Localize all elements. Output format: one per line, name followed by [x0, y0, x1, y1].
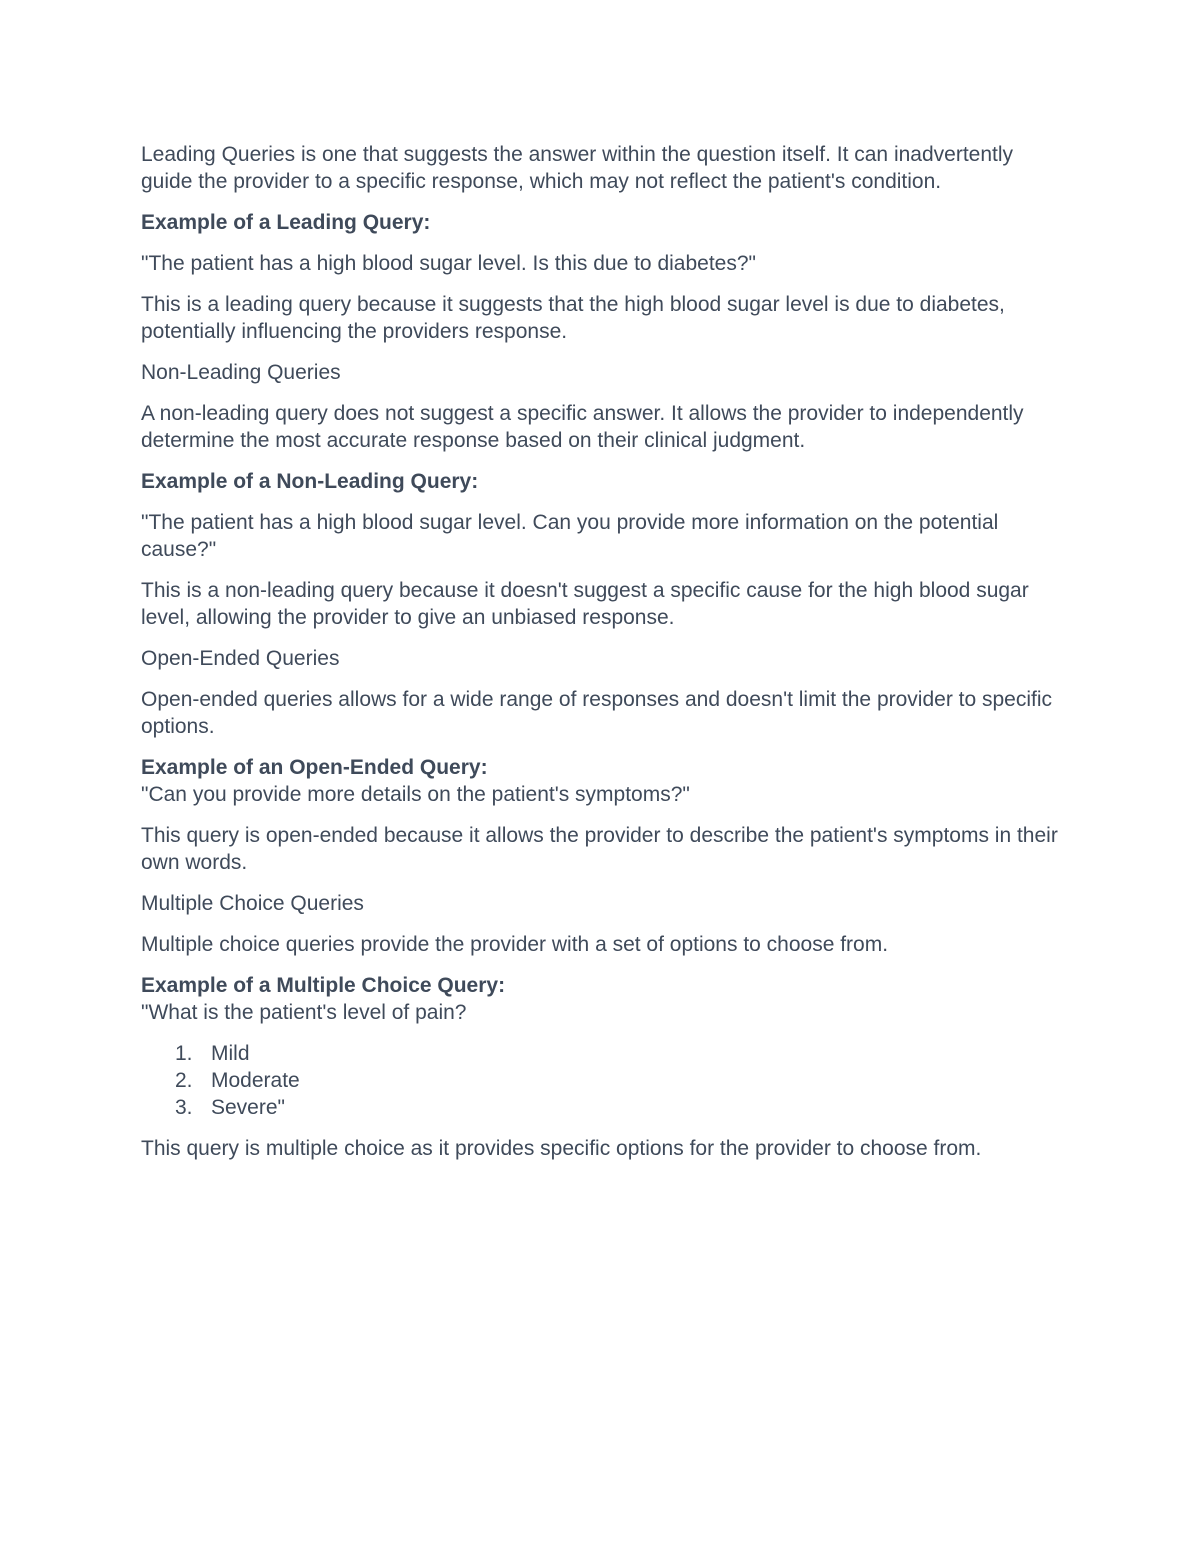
list-item-number: 3. — [175, 1096, 193, 1119]
list-item-number: 1. — [175, 1042, 193, 1065]
multiple-section-title: Multiple Choice Queries — [141, 892, 364, 915]
document-page — [141, 141, 1061, 1176]
nonleading-section-title: Non-Leading Queries — [141, 361, 341, 384]
list-item — [141, 1094, 1061, 1121]
multiple-intro-paragraph: Multiple choice queries provide the provider with a set of options to choose from. — [141, 933, 889, 956]
leading-example-heading: Example of a Leading Query: — [141, 211, 431, 234]
nonleading-example-quote: "The patient has a high blood sugar level. Can you provide more information on the potential cause?" — [141, 511, 999, 561]
list-item-number: 2. — [175, 1069, 193, 1092]
multiple-options-list — [141, 1040, 1061, 1121]
list-item — [141, 1040, 1061, 1067]
leading-intro-paragraph: Leading Queries is one that suggests the answer within the question itself. It can inadvertently guide the provider to a specific response, which may not reflect the patient's condition. — [141, 143, 1014, 193]
leading-explanation: This is a leading query because it suggests that the high blood sugar level is due to diabetes, potentially influencing the providers response. — [141, 293, 1005, 343]
multiple-example-quote: "What is the patient's level of pain? — [141, 1001, 467, 1024]
openended-intro-paragraph: Open-ended queries allows for a wide range of responses and doesn't limit the provider to specific options. — [141, 688, 1053, 738]
openended-section-title: Open-Ended Queries — [141, 647, 340, 670]
multiple-example-heading: Example of a Multiple Choice Query: — [141, 974, 506, 997]
openended-example-quote: "Can you provide more details on the patient's symptoms?" — [141, 783, 690, 806]
list-item-text: Mild — [211, 1042, 250, 1065]
openended-example-heading: Example of an Open-Ended Query: — [141, 756, 488, 779]
list-item-text: Moderate — [211, 1069, 300, 1092]
leading-example-quote: "The patient has a high blood sugar level. Is this due to diabetes?" — [141, 252, 756, 275]
openended-explanation: This query is open-ended because it allows the provider to describe the patient's symptoms in their own words. — [141, 824, 1058, 874]
list-item-text: Severe" — [211, 1096, 285, 1119]
multiple-explanation: This query is multiple choice as it provides specific options for the provider to choose from. — [141, 1137, 982, 1160]
nonleading-example-heading: Example of a Non-Leading Query: — [141, 470, 479, 493]
nonleading-intro-paragraph: A non-leading query does not suggest a specific answer. It allows the provider to independently determine the most accurate response based on their clinical judgment. — [141, 402, 1024, 452]
list-item — [141, 1067, 1061, 1094]
nonleading-explanation: This is a non-leading query because it doesn't suggest a specific cause for the high blood sugar level, allowing the provider to give an unbiased response. — [141, 579, 1029, 629]
